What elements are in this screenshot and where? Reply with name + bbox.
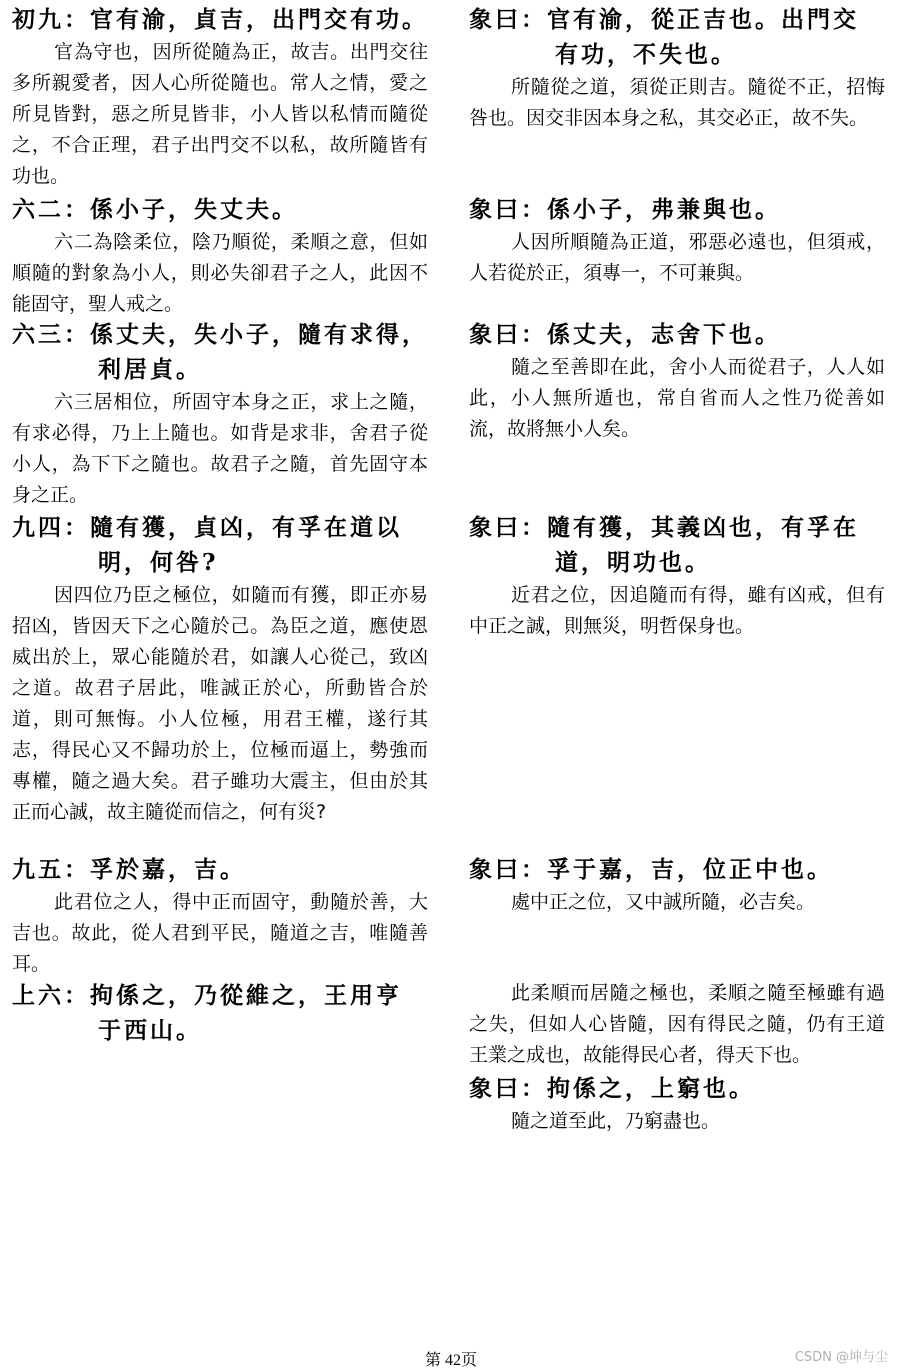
line-liu-er	[12, 192, 428, 320]
line-heading	[12, 510, 428, 580]
line-commentary: 官為守也，因所從隨為正，故吉。出門交往多所親愛者，因人心所從隨也。常人之情，愛之所見皆對，惡之所見皆非，小人皆以私情而隨從之，不合正理，君子出門交不以私，故所隨皆有功也。	[12, 41, 428, 187]
line-heading: 九五：孚於嘉，吉。	[12, 856, 246, 883]
xiang-heading: 象曰：係小子，弗兼與也。	[469, 196, 781, 223]
xiang-jiu-si	[469, 510, 885, 642]
xiang-commentary: 所隨從之道，須從正則吉。隨從不正，招悔咎也。因交非因本身之私，其交必正，故不失。	[469, 76, 885, 129]
line-commentary: 此君位之人，得中正而固守，動隨於善，大吉也。故此，從人君到平民，隨道之吉，唯隨善耳。	[12, 891, 428, 975]
line-heading: 初九：官有渝，貞吉，出門交有功。	[12, 6, 428, 33]
heading-line-1: 九四：隨有獲，貞凶，有孚在道以	[12, 514, 402, 541]
xiang-commentary: 隨之至善即在此，舍小人而從君子，人人如此，小人無所遁也，常自省而人之性乃從善如流，故將無小人矣。	[469, 356, 885, 440]
xiang-commentary: 處中正之位，又中誠所隨，必吉矣。	[511, 891, 816, 913]
line-heading	[12, 317, 428, 387]
xiang-jiu-wu	[469, 852, 885, 918]
line-commentary: 六三居相位，所固守本身之正，求上之隨，有求必得，乃上上隨也。如背是求非，舍君子從小人，為下下之隨也。故君子之隨，首先固守本身之正。	[12, 391, 428, 506]
heading-line-1: 象曰：官有渝，從正吉也。出門交	[469, 6, 859, 33]
heading-line-2: 利居貞。	[98, 356, 202, 383]
heading-line-2: 道，明功也。	[555, 549, 711, 576]
xiang-heading: 象曰：拘係之，上窮也。	[469, 1075, 755, 1102]
heading-line-2: 有功，不失也。	[555, 41, 737, 68]
xiang-heading: 象曰：係丈夫，志舍下也。	[469, 321, 781, 348]
line-shang-liu	[12, 978, 428, 1048]
page-number: 第 42页	[424, 1352, 477, 1369]
heading-line-2: 明，何咎?	[98, 549, 219, 576]
xiang-commentary: 近君之位，因追隨而有得，雖有凶戒，但有中正之誠，則無災，明哲保身也。	[469, 584, 885, 637]
line-jiu-wu	[12, 852, 428, 980]
watermark-credit: CSDN @坤与尘	[794, 1350, 888, 1365]
heading-line-1: 六三：係丈夫，失小子，隨有求得，	[12, 321, 428, 348]
line-chu-jiu	[12, 2, 428, 192]
xiang-commentary: 人因所順隨為正道，邪惡必遠也，但須戒，人若從於正，須專一，不可兼與。	[469, 231, 885, 284]
heading-line-2: 于西山。	[98, 1017, 202, 1044]
xiang-heading	[469, 510, 885, 580]
xiang-heading	[469, 2, 885, 72]
shang-liu-commentary: 此柔順而居隨之極也，柔順之隨至極雖有過之失，但如人心皆隨，因有得民之隨，仍有王道王業之成也，故能得民心者，得天下也。	[469, 982, 885, 1066]
heading-line-1: 象曰：隨有獲，其義凶也，有孚在	[469, 514, 859, 541]
line-commentary: 因四位乃臣之極位，如隨而有獲，即正亦易招凶，皆因天下之心隨於己。為臣之道，應使恩威出於上，眾心能隨於君，如讓人心從己，致凶之道。故君子居此，唯誠正於心，所動皆合於道，則可無悔。小人位極，用君王權，遂行其志，得民心又不歸功於上，位極而逼上，勢強而專權，隨之過大矣。君子雖功大震主，但由於其正而心誠，故主隨從而信之，何有災?	[12, 584, 428, 823]
line-heading: 六二：係小子，失丈夫。	[12, 196, 298, 223]
heading-line-1: 上六：拘係之，乃從維之，王用亨	[12, 982, 402, 1009]
xiang-heading: 象曰：孚于嘉，吉，位正中也。	[469, 856, 833, 883]
xiang-commentary: 隨之道至此，乃窮盡也。	[511, 1110, 721, 1132]
line-jiu-si	[12, 510, 428, 828]
xiang-liu-san	[469, 317, 885, 445]
line-commentary: 六二為陰柔位，陰乃順從，柔順之意，但如順隨的對象為小人，則必失卻君子之人，此因不能固守，聖人戒之。	[12, 231, 428, 315]
line-heading	[12, 978, 428, 1048]
xiang-shang-liu	[469, 978, 885, 1137]
xiang-chu-jiu	[469, 2, 885, 134]
xiang-liu-er	[469, 192, 885, 289]
line-liu-san	[12, 317, 428, 511]
